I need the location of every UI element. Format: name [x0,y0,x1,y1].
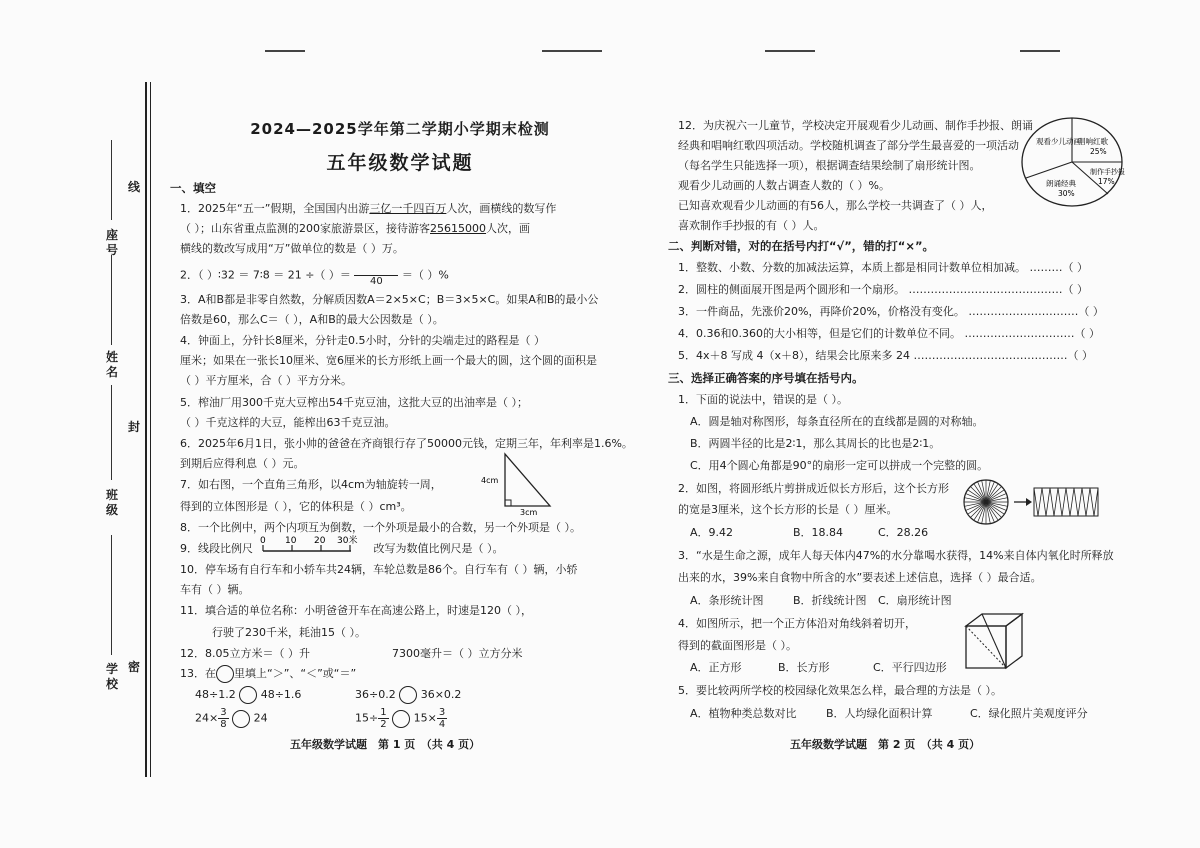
question-line: 车有（ ）辆。 [180,583,250,596]
choice-question: 4．如图所示，把一个正方体沿对角线斜着切开， [678,617,916,630]
choice-option: C．用4个圆心角都是90°的扇形一定可以拼成一个完整的圆。 [690,459,989,472]
question-line: 12．为庆祝六一儿童节，学校决定开展观看少儿动画、制作手抄报、朗诵 [678,119,1033,132]
circle-cut-figure [962,476,1104,528]
question-line: 经典和唱响红歌四项活动。学校随机调查了部分学生最喜爱的一项活动 [678,139,1019,152]
question-line: 8．一个比例中，两个内项互为倒数，一个外项是最小的合数，另一个外项是（ ）。 [180,521,581,534]
question-line: 13．在 里填上“＞”、“＜”或“＝” [180,665,356,683]
choice-question: 5．要比较两所学校的校园绿化效果怎么样，最合理的方法是（ ）。 [678,684,1002,697]
choice-option: C．平行四边形 [873,661,947,674]
name-label: 姓名 [105,350,118,379]
binding-line [145,82,147,777]
question-line: 行驶了230千米，耗油15（ ）。 [212,626,366,639]
compare-circle-icon[interactable] [399,686,417,704]
scan-mark [1020,50,1060,52]
question-line: 1．2025年“五一”假期，全国国内出游三亿一千四百万人次，画横线的数写作 [180,202,557,215]
activity-pie-chart [1018,114,1126,210]
scan-mark [265,50,305,52]
compare-circle-icon[interactable] [239,686,257,704]
question-line: （每名学生只能选择一项），根据调查结果绘制了扇形统计图。 [678,159,981,172]
question-line: 得到的立体图形是（ ），它的体积是（ ）cm³。 [180,500,412,513]
scale-bar [257,533,361,557]
seal-char: 密 [127,660,140,674]
compare-item: 36÷0.2 36×0.2 [355,686,461,704]
choice-option: A．正方形 [690,661,742,674]
scale-tick-label: 10 [285,536,297,546]
choice-option: B．长方形 [778,661,830,674]
question-line: （ ）平方厘米，合（ ）平方分米。 [180,374,352,387]
judge-item: 2．圆柱的侧面展开图是两个圆形和一个扇形。 ……………………………………（ ） [678,283,1088,296]
seal-char: 线 [127,180,140,194]
question-line: 11．填合适的单位名称：小明爸爸开车在高速公路上，时速是120（ ）， [180,604,532,617]
question-line: 3．A和B都是非零自然数，分解质因数A＝2×5×C；B＝3×5×C。如果A和B的最小公 [180,293,599,306]
name-blank [111,255,112,345]
side-b-label: 3cm [520,508,538,516]
question-line: 7．如右图，一个直角三角形，以4cm为轴旋转一周， [180,478,442,491]
scan-mark [542,50,602,52]
compare-item: 15÷ $\frac{1}{2}$ 15× $\frac{3}{4}$ [355,707,446,730]
question-line: （ ）千克这样的大豆，能榨出63千克豆油。 [180,416,396,429]
pie-label: 朗诵经典 [1046,179,1076,188]
pie-label: 制作手抄报 [1090,168,1125,176]
choice-option: A．圆是轴对称图形，每条直径所在的直线都是圆的对称轴。 [690,415,984,428]
pie-value: 30% [1058,189,1075,198]
class-label: 班级 [105,488,118,517]
choice-option: A．9.42 [690,526,734,539]
question-line: 到期后应得利息（ ）元。 [180,457,305,470]
choice-question: 的宽是3厘米，这个长方形的长是（ ）厘米。 [678,503,898,516]
binding-line [150,82,151,777]
compare-circle-icon[interactable] [392,710,410,728]
pie-value: 25% [1090,147,1107,156]
section-heading: 二、判断对错，对的在括号内打“√”，错的打“×”。 [668,239,935,253]
class-blank [111,385,112,480]
cube-cut-figure [962,610,1026,672]
choice-question: 2．如图，将圆形纸片剪拼成近似长方形后，这个长方形 [678,482,949,495]
question-line: 9．线段比例尺 改写为数值比例尺是（ ）。 [180,542,504,555]
judge-item: 3．一件商品，先涨价20%，再降价20%，价格没有变化。 …………………………（ ） [678,305,1104,318]
question-line: 观看少儿动画的人数占调查人数的（ ）%。 [678,179,890,192]
choice-option: B．18.84 [793,526,844,539]
choice-question: 1．下面的说法中，错误的是（ ）。 [678,393,848,406]
side-a-label: 4cm [481,476,499,485]
page-footer: 五年级数学试题 第 2 页 （共 4 页） [790,738,981,751]
judge-item: 4．0.36和0.360的大小相等，但是它们的计数单位不同。 …………………………（ ） [678,327,1100,340]
compare-circle-icon[interactable] [232,710,250,728]
section-heading: 一、填空 [170,181,216,195]
choice-option: C．扇形统计图 [878,594,952,607]
seat-label: 座号 [105,228,118,257]
question-line: 12．8.05立方米＝（ ）升 [180,647,310,660]
pie-value: 17% [1098,177,1115,186]
exam-title: 2024—2025学年第二学期小学期末检测 [250,120,550,138]
question-line: 5．榨油厂用300千克大豆榨出54千克豆油，这批大豆的出油率是（ ）； [180,396,528,409]
pie-label: 唱响红歌 [1078,137,1108,146]
question-line: （ ）；山东省重点监测的200家旅游景区，接待游客25615000人次，画 [180,222,530,235]
scale-tick-label: 30米 [337,536,358,546]
question-line: 4．钟面上，分针长8厘米，分针走0.5小时，分针的尖端走过的路程是（ ） [180,334,545,347]
question-line: 10．停车场有自行车和小轿车共24辆，车轮总数是86个。自行车有（ ）辆，小轿 [180,563,578,576]
question-line: 倍数是60，那么C＝（ ），A和B的最大公因数是（ ）。 [180,313,444,326]
question-line: 已知喜欢观看少儿动画的有56人，那么学校一共调查了（ ）人， [678,199,993,212]
compare-item: 48÷1.2 48÷1.6 [195,686,301,704]
question-line: 7300毫升＝（ ）立方分米 [392,647,523,660]
judge-item: 5．4x＋8 写成 4（x＋8），结果会比原来多 24 ……………………………………（ ） [678,349,1093,362]
school-blank [111,535,112,655]
judge-item: 1．整数、小数、分数的加减法运算，本质上都是相同计数单位相加减。 ………（ ） [678,261,1088,274]
compare-circle-icon [216,665,234,683]
question-line: 6．2025年6月1日，张小帅的爸爸在齐商银行存了50000元钱，定期三年，年利率是1.6%。 [180,437,633,450]
choice-option: A．条形统计图 [690,594,764,607]
choice-question: 出来的水，39%来自食物中所含的水”要表述上述信息，选择（ ）最合适。 [678,571,1042,584]
question-line: 2．（ ）∶32 ＝ 7∶8 ＝ 21 ÷（ ）＝ 40 ＝（ ）% [180,264,449,287]
school-label: 学校 [105,662,118,691]
exam-subtitle: 五年级数学试题 [326,152,474,174]
choice-option: B．两圆半径的比是2∶1，那么其周长的比也是2∶1。 [690,437,941,450]
scan-mark [765,50,815,52]
choice-option: B．人均绿化面积计算 [826,707,933,720]
page-footer: 五年级数学试题 第 1 页 （共 4 页） [290,738,481,751]
choice-question: 得到的截面图形是（ ）。 [678,639,797,652]
seat-blank [111,140,112,220]
choice-option: A．植物种类总数对比 [690,707,797,720]
scale-tick-label: 0 [260,536,266,546]
choice-option: C．28.26 [878,526,929,539]
seal-char: 封 [127,420,140,434]
choice-question: 3．“水是生命之源，成年人每天体内47%的水分靠喝水获得，14%来自体内氧化时所释放 [678,549,1114,562]
choice-option: B．折线统计图 [793,594,867,607]
question-line: 喜欢制作手抄报的有（ ）人。 [678,219,825,232]
question-line: 厘米；如果在一张长10厘米、宽6厘米的长方形纸上画一个最大的圆，这个圆的面积是 [180,354,597,367]
choice-option: C．绿化照片美观度评分 [970,707,1088,720]
section-heading: 三、选择正确答案的序号填在括号内。 [668,371,864,385]
compare-item: 24× $\frac{3}{8}$ 24 [195,707,268,730]
rectangle-sectors [1034,488,1098,516]
right-triangle-figure [480,450,560,516]
scale-tick-label: 20 [314,536,326,546]
pie-label: 观看少儿动画 [1036,137,1081,146]
question-line: 横线的数改写成用“万”做单位的数是（ ）万。 [180,242,404,255]
